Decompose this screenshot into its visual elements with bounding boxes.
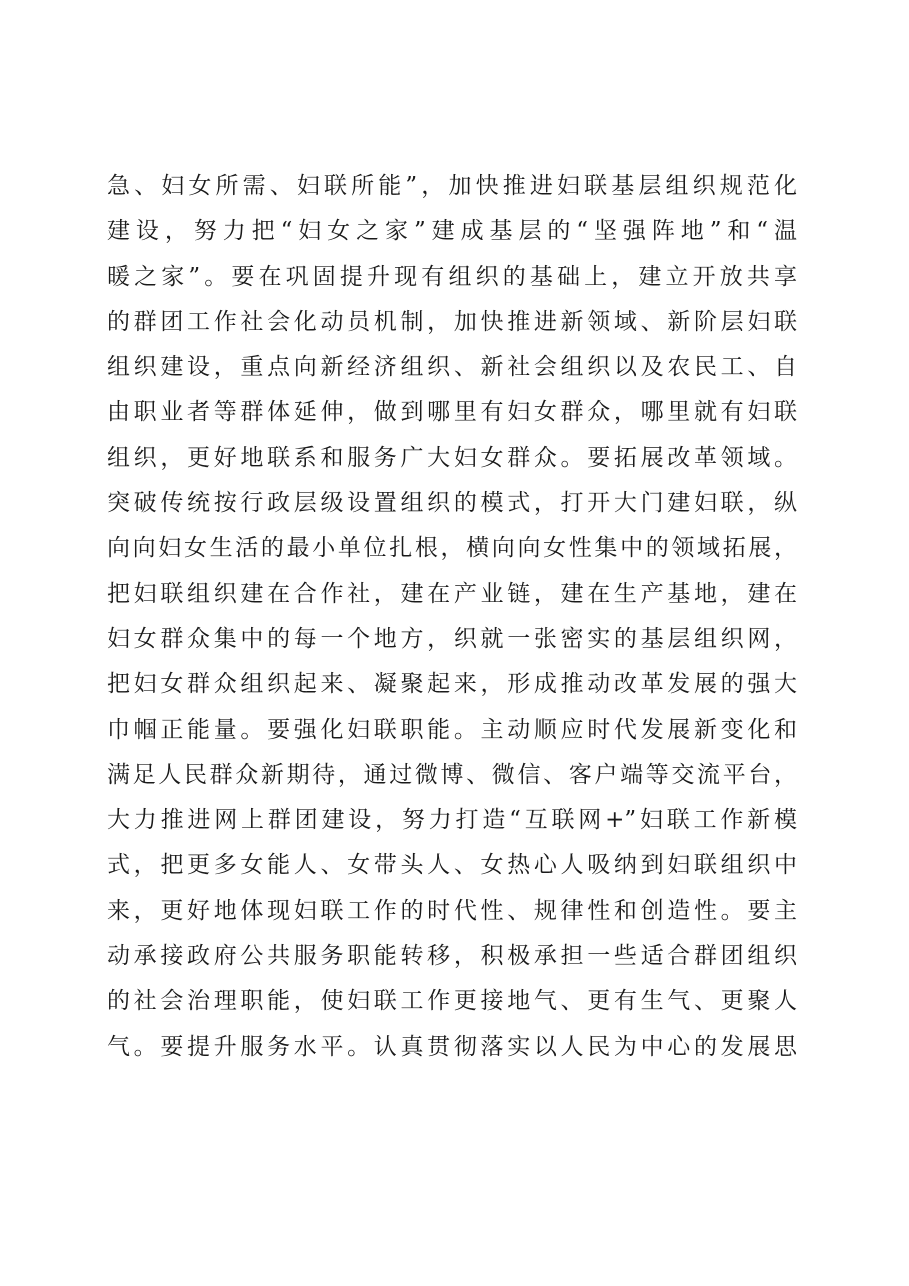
text-line: 气。要提升服务水平。认真贯彻落实以人民为中心的发展思 xyxy=(107,1033,797,1060)
text-line: 向向妇女生活的最小单位扎根，横向向女性集中的领域拓展， xyxy=(107,535,797,562)
text-line: 建设，努力把“妇女之家”建成基层的“坚强阵地”和“温 xyxy=(107,218,797,245)
text-line: 的社会治理职能，使妇联工作更接地气、更有生气、更聚人 xyxy=(107,988,797,1015)
text-line: 把妇女群众组织起来、凝聚起来，形成推动改革发展的强大 xyxy=(107,671,797,698)
text-line: 大力推进网上群团建设，努力打造“互联网+”妇联工作新模 xyxy=(107,807,797,834)
text-line: 组织建设，重点向新经济组织、新社会组织以及农民工、自 xyxy=(107,354,797,381)
text-line: 急、妇女所需、妇联所能”，加快推进妇联基层组织规范化 xyxy=(107,173,797,199)
text-line: 由职业者等群体延伸，做到哪里有妇女群众，哪里就有妇联 xyxy=(107,399,797,426)
text-line: 把妇联组织建在合作社，建在产业链，建在生产基地，建在 xyxy=(107,580,797,607)
text-line: 的群团工作社会化动员机制，加快推进新领域、新阶层妇联 xyxy=(107,308,797,335)
body-paragraph xyxy=(107,164,807,1070)
text-line: 组织，更好地联系和服务广大妇女群众。要拓展改革领域。 xyxy=(107,444,797,471)
text-line: 巾帼正能量。要强化妇联职能。主动顺应时代发展新变化和 xyxy=(107,716,797,743)
text-line: 动承接政府公共服务职能转移，积极承担一些适合群团组织 xyxy=(107,943,797,970)
text-line: 式，把更多女能人、女带头人、女热心人吸纳到妇联组织中 xyxy=(107,852,797,879)
text-line: 突破传统按行政层级设置组织的模式，打开大门建妇联，纵 xyxy=(107,490,797,517)
text-line: 妇女群众集中的每一个地方，织就一张密实的基层组织网， xyxy=(107,625,797,652)
text-line: 暖之家”。要在巩固提升现有组织的基础上，建立开放共享 xyxy=(107,263,797,290)
text-line: 来，更好地体现妇联工作的时代性、规律性和创造性。要主 xyxy=(107,897,797,924)
text-line: 满足人民群众新期待，通过微博、微信、客户端等交流平台， xyxy=(107,761,797,788)
